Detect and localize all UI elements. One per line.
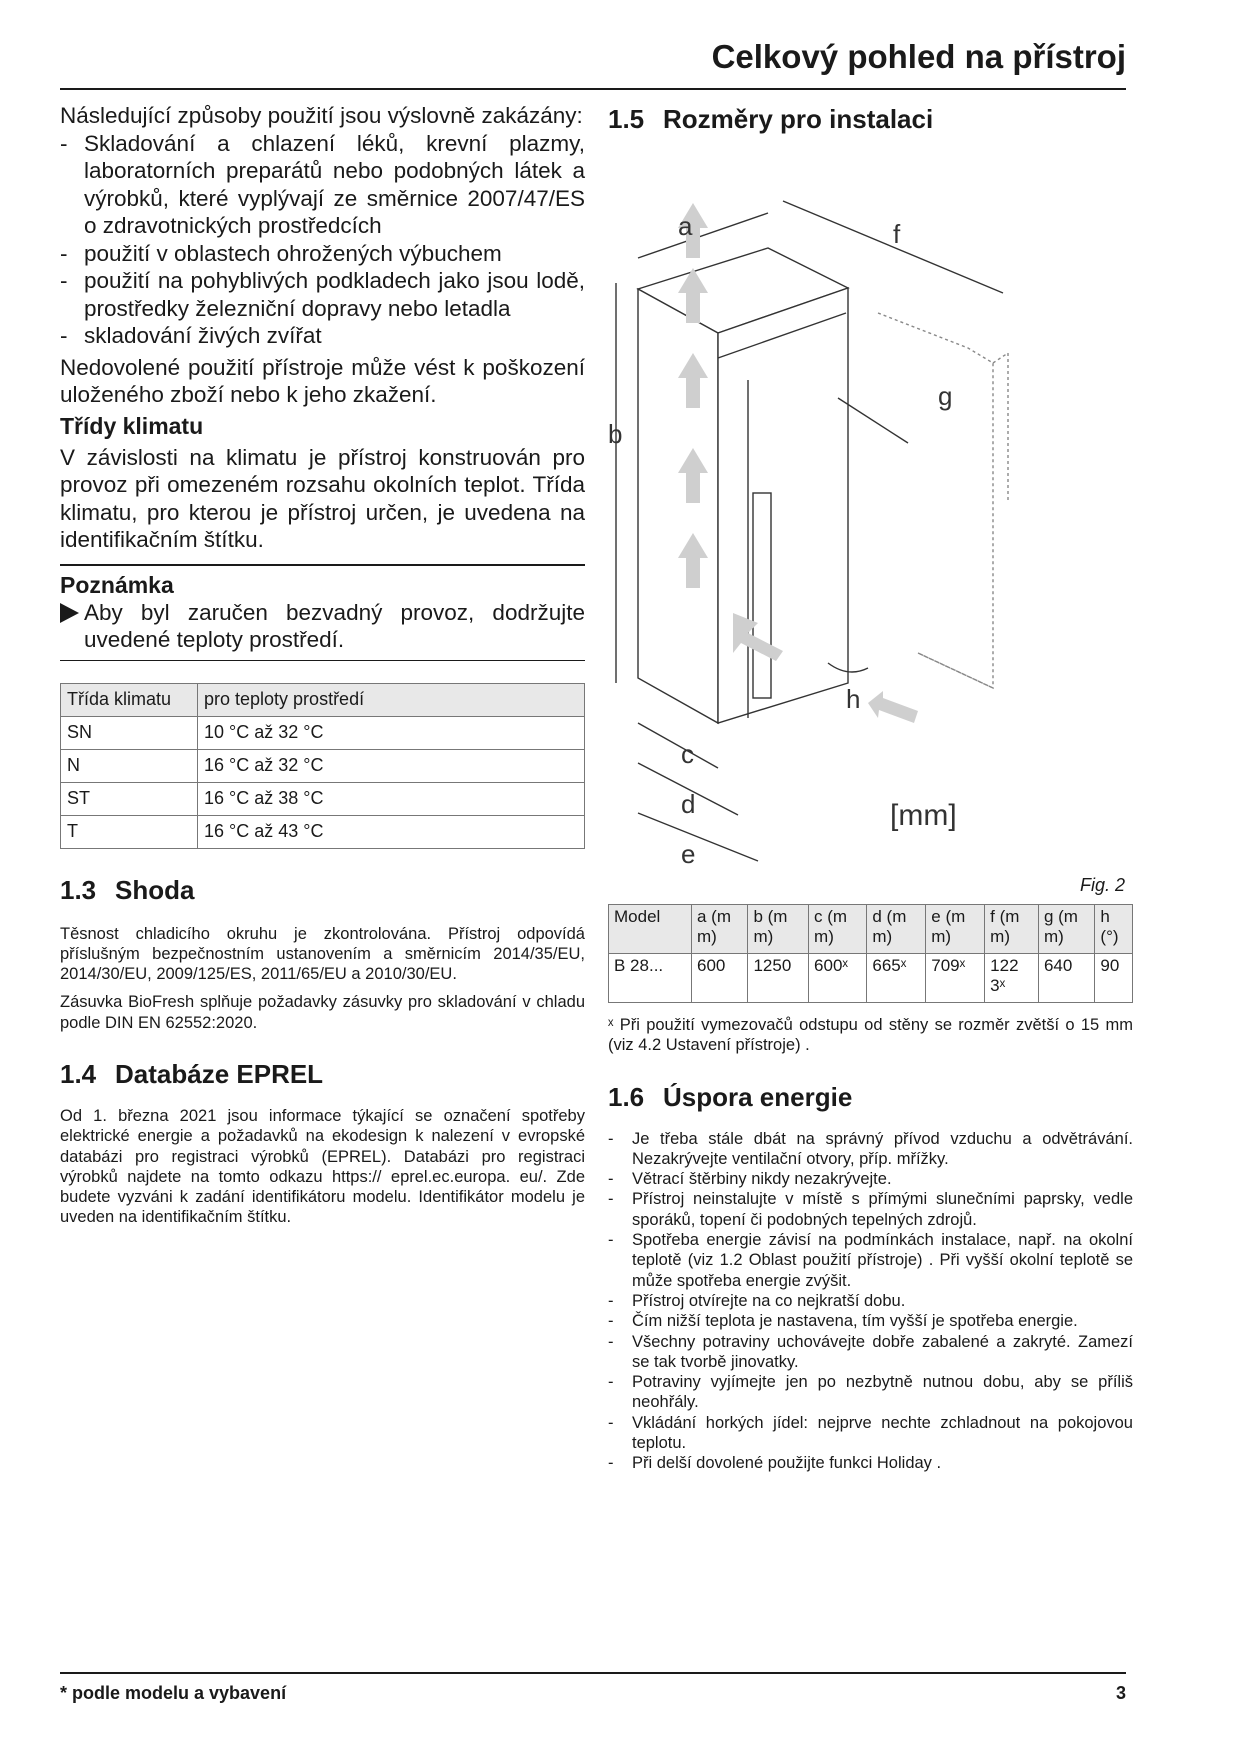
list-item: - Přístroj otvírejte na co nejkratší dobu.	[608, 1291, 1133, 1311]
table-cell: B 28...	[609, 954, 692, 1003]
label-f: f	[893, 219, 901, 249]
section-heading-1-3	[60, 875, 585, 906]
section-title: Databáze EPREL	[115, 1058, 324, 1089]
right-column	[608, 102, 1133, 1474]
label-b: b	[608, 419, 623, 449]
page-number: 3	[1115, 1683, 1126, 1703]
table-cell: 122 3ˣ	[985, 954, 1039, 1003]
table-cell: N	[61, 749, 198, 782]
table-header-cell: Třída klimatu	[61, 683, 198, 716]
label-d: d	[681, 789, 696, 819]
table-cell: 709ˣ	[926, 954, 985, 1003]
table-header-cell: a (m m)	[692, 905, 748, 954]
label-a: a	[678, 211, 693, 241]
page-header-title: Celkový pohled na přístroj	[711, 38, 1126, 75]
table-row	[609, 954, 1133, 1003]
forbidden-list	[60, 130, 585, 350]
list-item: - Čím nižší teplota je nastavena, tím vyšší je spotřeba energie.	[608, 1311, 1133, 1331]
table-cell: 665ˣ	[867, 954, 926, 1003]
table-cell: 16 °C až 43 °C	[198, 815, 585, 848]
damage-text: Nedovolené použití přístroje může vést k poškození uloženého zboží nebo k jeho zkažení.	[60, 354, 585, 407]
eprel-text: Od 1. března 2021 jsou informace týkající se označení spotřeby elektrické energie a požadavků na ekodesign k nalezení v evropské databázi pro registraci výrobků (EPREL). Databázi pro registraci výrobků najdete na tomto odkazu https:// eprel.ec.europa. eu/. Zde budete vyzváni k zadání identifikátoru modelu. Identifikátor modelu je uveden na identifikačním štítku.	[60, 1106, 585, 1227]
list-item: - Potraviny vyjímejte jen po nezbytně nutnou dobu, aby se příliš neohřály.	[608, 1372, 1133, 1413]
dimensions-footnote: ˣ Při použití vymezovačů odstupu od stěny se rozměr zvětší o 15 mm (viz 4.2 Ustavení přístroje) .	[608, 1016, 1133, 1055]
list-item: - Přístroj neinstalujte v místě s přímými slunečními paprsky, vedle sporáků, topení či podobných tepelných zdrojů.	[608, 1189, 1133, 1230]
list-item: - Vkládání horkých jídel: nejprve nechte zchladnout na pokojovou teplotu.	[608, 1413, 1133, 1454]
table-header-cell: d (m m)	[867, 905, 926, 954]
header-rule	[60, 88, 1126, 90]
table-cell: 600	[692, 954, 748, 1003]
section-title: Rozměry pro instalaci	[663, 104, 934, 134]
table-cell: T	[61, 815, 198, 848]
dimensions-table	[608, 904, 1133, 1003]
table-cell: 1250	[748, 954, 809, 1003]
list-item: - Větrací štěrbiny nikdy nezakrývejte.	[608, 1169, 1133, 1189]
table-header-cell: g (m m)	[1038, 905, 1094, 954]
climate-text: V závislosti na klimatu je přístroj konstruován pro provoz při omezeném rozsahu okolních teplot. Třída klimatu, pro kterou je přístroj určen, je uvedena na identifikačním štítku.	[60, 444, 585, 552]
label-c: c	[681, 739, 694, 769]
label-h: h	[846, 684, 861, 714]
note-text: Aby byl zaručen bezvadný provoz, dodržujte uvedené teploty prostředí.	[84, 599, 585, 652]
climate-heading: Třídy klimatu	[60, 412, 204, 439]
list-item: - Skladování a chlazení léků, krevní plazmy, laboratorních preparátů nebo podobných látek a výrobků, které vyplývají ze směrnice 2007/47/ES o zdravotnických prostředcích	[60, 130, 585, 240]
section-number: 1.6	[608, 1081, 645, 1112]
note-item	[60, 599, 585, 654]
table-cell: 600ˣ	[809, 954, 867, 1003]
table-cell: 10 °C až 32 °C	[198, 716, 585, 749]
list-item: - použití na pohyblivých podkladech jako jsou lodě, prostředky železniční dopravy nebo letadla	[60, 267, 585, 322]
footer-note: * podle modelu a vybavení	[60, 1683, 287, 1703]
conformity-text: Těsnost chladicího okruhu je zkontrolována. Přístroj odpovídá příslušným bezpečnostním ustanovením a směrnicím 2014/35/EU, 2014/30/EU, 2009/125/ES, 2011/65/EU a 2010/30/EU.	[60, 924, 585, 984]
figure-caption: Fig. 2	[1079, 875, 1125, 895]
section-number: 1.3	[60, 874, 97, 905]
table-row	[61, 782, 585, 815]
list-item: - Je třeba stále dbát na správný přívod vzduchu a odvětrávání. Nezakrývejte ventilační otvory, příp. mřížky.	[608, 1129, 1133, 1170]
table-cell: 640	[1038, 954, 1094, 1003]
fridge-outline	[638, 248, 848, 723]
table-cell: 16 °C až 32 °C	[198, 749, 585, 782]
list-item: - použití v oblastech ohrožených výbuchem	[60, 240, 585, 268]
note-rule-bottom	[60, 660, 585, 661]
section-heading-1-5	[608, 104, 1133, 135]
intro-text: Následující způsoby použití jsou výslovně zakázány:	[60, 103, 583, 128]
section-heading-1-6	[608, 1082, 1133, 1113]
table-cell: 90	[1095, 954, 1133, 1003]
table-row	[61, 749, 585, 782]
section-number: 1.4	[60, 1058, 97, 1089]
climate-table	[60, 683, 585, 849]
table-header-cell: pro teploty prostředí	[198, 683, 585, 716]
arrow-right-icon	[60, 603, 79, 623]
section-title: Úspora energie	[663, 1081, 853, 1112]
table-header-row	[609, 905, 1133, 954]
footer-rule	[60, 1672, 1126, 1674]
list-item: - Všechny potraviny uchovávejte dobře zabalené a zakryté. Zamezí se tak tvorbě jinovatky.	[608, 1332, 1133, 1373]
table-header-cell: b (m m)	[748, 905, 809, 954]
label-e: e	[681, 839, 696, 869]
table-header-row	[61, 683, 585, 716]
list-item: - Při delší dovolené použijte funkci Holiday .	[608, 1453, 1133, 1473]
table-header-cell: e (m m)	[926, 905, 985, 954]
table-header-cell: c (m m)	[809, 905, 867, 954]
biofresh-text: Zásuvka BioFresh splňuje požadavky zásuvky pro skladování v chladu podle DIN EN 62552:2020.	[60, 993, 585, 1032]
section-heading-1-4	[60, 1059, 585, 1090]
energy-saving-list	[608, 1129, 1133, 1474]
note-title: Poznámka	[60, 571, 174, 598]
list-item: - Spotřeba energie závisí na podmínkách instalace, např. na okolní teplotě (viz 1.2 Oblast použití přístroje) . Při vyšší okolní teplotě se může spotřeba energie zvýšit.	[608, 1230, 1133, 1291]
table-header-cell: h (°)	[1095, 905, 1133, 954]
note-rule	[60, 564, 585, 566]
list-item: - skladování živých zvířat	[60, 322, 585, 350]
table-cell: SN	[61, 716, 198, 749]
section-title: Shoda	[115, 874, 195, 905]
table-header-cell: f (m m)	[985, 905, 1039, 954]
table-cell: ST	[61, 782, 198, 815]
label-g: g	[938, 381, 953, 411]
table-cell: 16 °C až 38 °C	[198, 782, 585, 815]
section-number: 1.5	[608, 104, 645, 134]
installation-dimensions-figure	[608, 143, 1133, 873]
left-column	[60, 102, 585, 1228]
table-row	[61, 815, 585, 848]
label-unit: [mm]	[890, 799, 957, 832]
table-row	[61, 716, 585, 749]
niche-outline	[878, 313, 1008, 688]
table-header-cell: Model	[609, 905, 692, 954]
